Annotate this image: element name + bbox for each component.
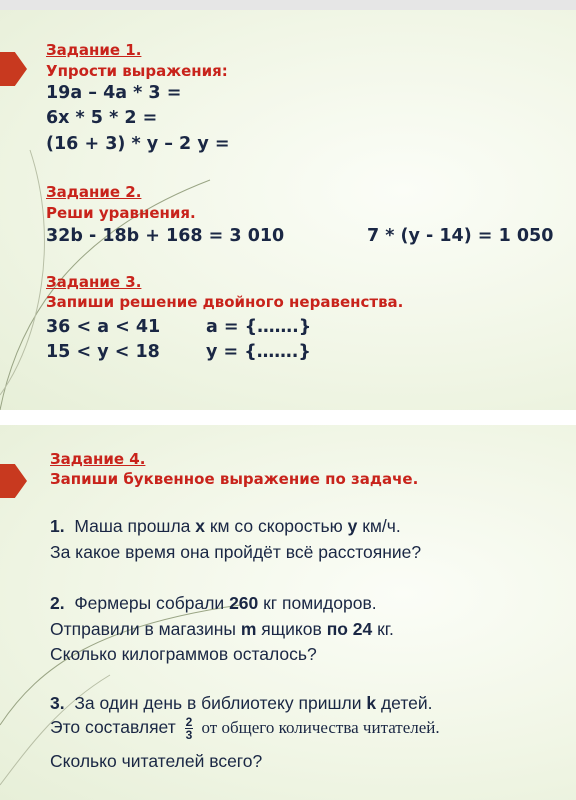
task3-set-1: a = {…….} xyxy=(206,317,312,337)
slide-gap xyxy=(0,410,576,425)
task3-set-2: y = {…….} xyxy=(206,342,311,362)
top-strip xyxy=(0,0,576,10)
problem2-line1: 2. Фермеры собрали 260 кг помидоров. xyxy=(50,593,377,613)
task1-expression-1: 19a – 4a * 3 = xyxy=(46,83,182,103)
task4-subtitle: Запиши буквенное выражение по задаче. xyxy=(50,470,419,488)
slide-2 xyxy=(0,425,576,800)
task1-expression-3: (16 + 3) * y – 2 y = xyxy=(46,134,230,154)
task1-title: Задание 1. xyxy=(46,41,142,59)
task3-inequality-1: 36 < a < 41 xyxy=(46,317,161,337)
problem1-line1: 1. Маша прошла x км со скоростью y км/ч. xyxy=(50,516,401,536)
task2-equation-right: 7 * (y - 14) = 1 050 xyxy=(367,226,554,246)
problem3-line2: Это составляет $\frac{2}{3}$ от общего количества читателей. xyxy=(50,715,440,742)
task2-subtitle: Реши уравнения. xyxy=(46,204,196,222)
task2-title: Задание 2. xyxy=(46,183,142,201)
task3-title: Задание 3. xyxy=(46,273,142,291)
task4-title: Задание 4. xyxy=(50,450,146,468)
task2-equation-left: 32b - 18b + 168 = 3 010 xyxy=(46,226,285,246)
task3-subtitle: Запиши решение двойного неравенства. xyxy=(46,293,404,311)
problem3-line3: Сколько читателей всего? xyxy=(50,751,263,771)
problem2-line2: Отправили в магазины m ящиков по 24 кг. xyxy=(50,619,394,639)
slide-1 xyxy=(0,10,576,410)
task1-subtitle: Упрости выражения: xyxy=(46,62,228,80)
problem3-line1: 3. За один день в библиотеку пришли k детей. xyxy=(50,693,433,713)
task3-inequality-2: 15 < y < 18 xyxy=(46,342,160,362)
fraction-two-thirds: $\frac{2}{3}$ xyxy=(185,715,193,742)
problem2-line3: Сколько килограммов осталось? xyxy=(50,644,317,664)
task1-expression-2: 6x * 5 * 2 = xyxy=(46,108,158,128)
problem1-line2: За какое время она пройдёт всё расстояние? xyxy=(50,542,422,562)
